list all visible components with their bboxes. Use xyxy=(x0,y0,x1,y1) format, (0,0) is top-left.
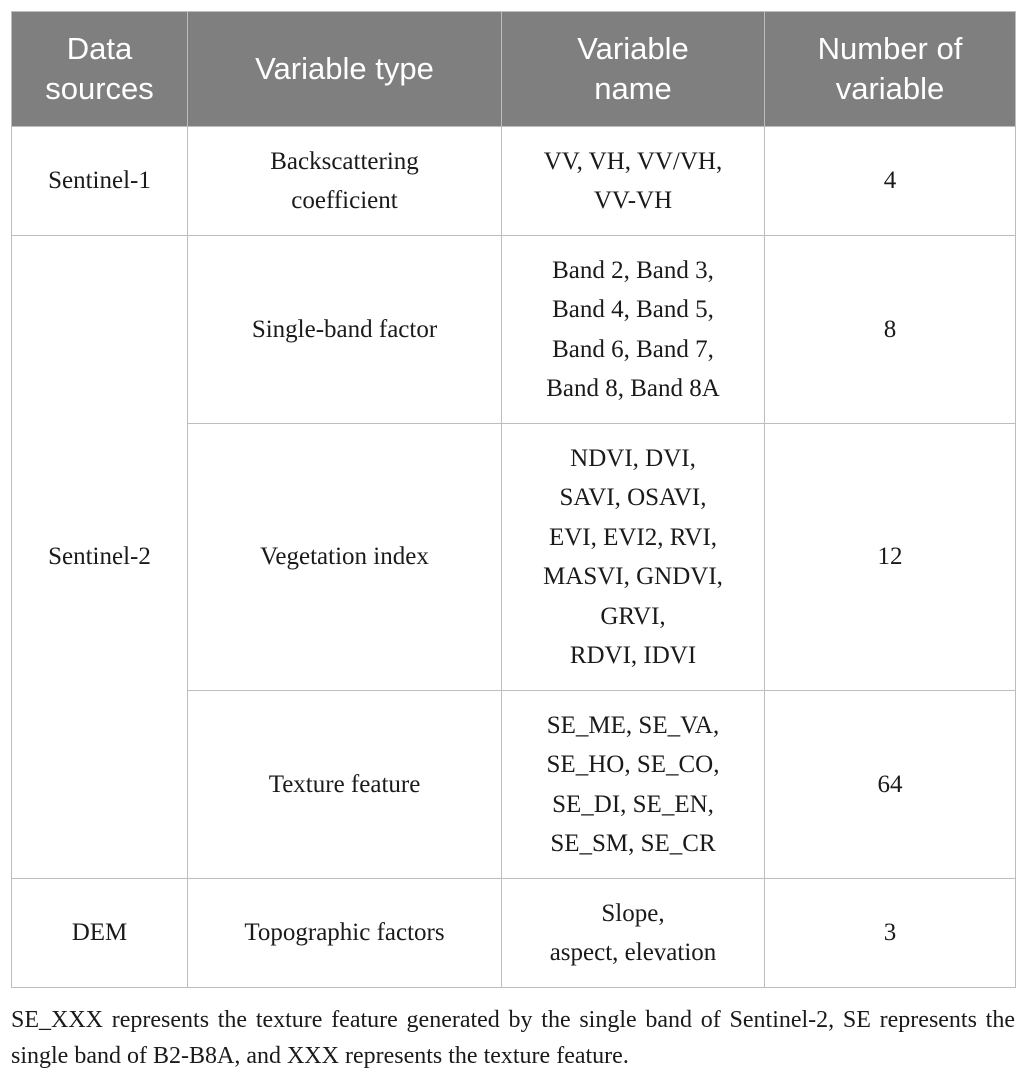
cell-line: Band 4, Band 5, xyxy=(552,296,714,323)
table-row-dem xyxy=(12,879,1016,988)
header-number-of-variable xyxy=(765,12,1016,127)
cell-line: SE_SM, SE_CR xyxy=(550,830,716,857)
cell-line: NDVI, DVI, xyxy=(570,444,696,472)
table-footnote: SE_XXX represents the texture feature generated by the single band of Sentinel-2, SE represents the single band of B2-B8A, and XXX represents the texture feature. xyxy=(11,1007,1015,1069)
cell-line: GRVI, xyxy=(600,602,666,630)
cell-line: MASVI, GNDVI, xyxy=(543,563,723,590)
cell-count-texture-feature: 64 xyxy=(765,691,1016,879)
cell-line: Variable type xyxy=(255,51,434,86)
cell-line: Vegetation index xyxy=(260,543,429,571)
cell-type-vegetation-index xyxy=(188,424,502,691)
cell-line: Backscattering xyxy=(270,147,419,175)
cell-names-backscattering xyxy=(502,127,765,236)
cell-line: sources xyxy=(45,71,154,106)
table-row-single-band xyxy=(12,236,1016,424)
cell-line: variable xyxy=(835,71,945,106)
cell-source-sentinel-2: Sentinel-2 xyxy=(12,236,188,879)
cell-line: SE_ME, SE_VA, xyxy=(546,711,720,739)
variables-table xyxy=(11,11,1016,988)
cell-count-single-band: 8 xyxy=(765,236,1016,424)
cell-line: Data xyxy=(66,31,133,66)
cell-line: Topographic factors xyxy=(244,919,445,947)
cell-line: aspect, elevation xyxy=(549,939,717,966)
cell-line: Variable xyxy=(577,31,689,66)
cell-line: Single-band factor xyxy=(251,315,438,343)
cell-line: Texture feature xyxy=(268,770,421,798)
cell-type-topographic xyxy=(188,879,502,988)
header-variable-name xyxy=(502,12,765,127)
cell-type-backscattering xyxy=(188,127,502,236)
header-variable-type xyxy=(188,12,502,127)
data-table-container xyxy=(11,11,1015,988)
cell-line: SE_DI, SE_EN, xyxy=(552,790,714,818)
cell-source-dem: DEM xyxy=(12,879,188,988)
cell-line: VV-VH xyxy=(593,187,673,214)
cell-line: Number of xyxy=(817,31,963,66)
cell-line: Band 6, Band 7, xyxy=(552,335,714,363)
cell-type-texture-feature xyxy=(188,691,502,879)
cell-line: RDVI, IDVI xyxy=(569,642,697,669)
cell-count-backscattering: 4 xyxy=(765,127,1016,236)
header-data-sources xyxy=(12,12,188,127)
cell-type-single-band xyxy=(188,236,502,424)
cell-line: SE_HO, SE_CO, xyxy=(546,751,720,778)
cell-count-vegetation-index: 12 xyxy=(765,424,1016,691)
cell-count-topographic: 3 xyxy=(765,879,1016,988)
cell-line: Band 2, Band 3, xyxy=(552,256,714,284)
cell-line: VV, VH, VV/VH, xyxy=(543,147,723,175)
cell-names-single-band xyxy=(502,236,765,424)
cell-line: name xyxy=(594,71,672,106)
cell-names-texture-feature xyxy=(502,691,765,879)
cell-names-topographic xyxy=(502,879,765,988)
cell-line: EVI, EVI2, RVI, xyxy=(548,523,718,551)
cell-line: SAVI, OSAVI, xyxy=(559,484,707,511)
cell-line: Band 8, Band 8A xyxy=(546,375,720,402)
table-header-row xyxy=(12,12,1016,127)
cell-names-vegetation-index xyxy=(502,424,765,691)
cell-source-sentinel-1: Sentinel-1 xyxy=(12,127,188,236)
cell-line: coefficient xyxy=(291,187,398,214)
cell-line: Slope, xyxy=(601,899,665,927)
table-row-sentinel-1 xyxy=(12,127,1016,236)
